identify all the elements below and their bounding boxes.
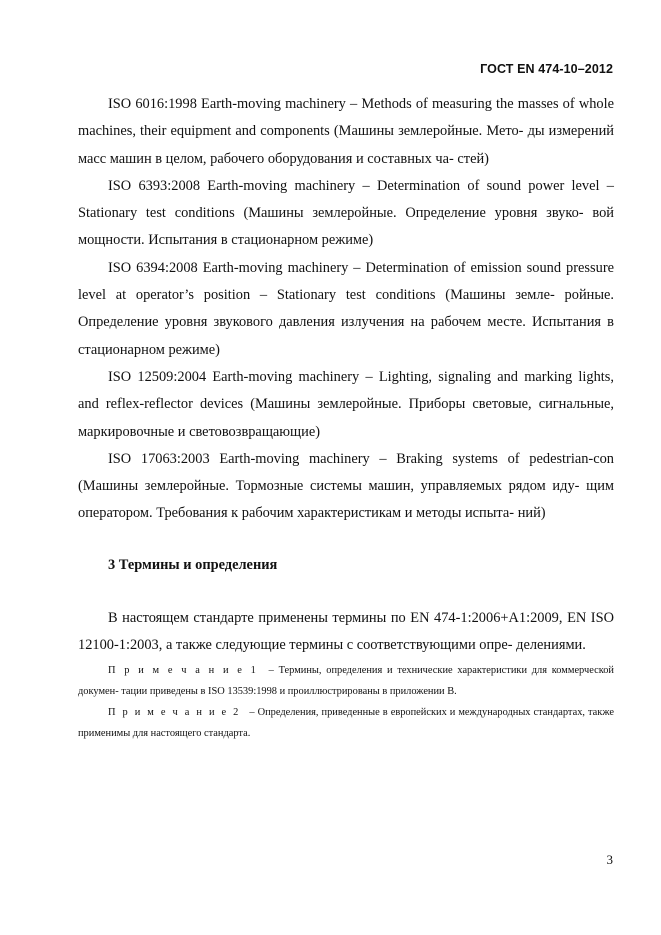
reference-iso-6394: [78, 255, 614, 364]
note-label: П р и м е ч а н и е 2: [108, 706, 241, 718]
ref-line: pressure level at operator’s position – Stationary test conditions (Машины земле-: [78, 259, 614, 304]
ref-line: ний): [517, 505, 546, 522]
paragraph-line: В настоящем стандарте применены термины по EN 474-1:2006+A1:2009,: [108, 610, 563, 627]
note-1: [78, 660, 614, 702]
ref-line: lights, and reflex-reflector devices (Машины землеройные. Приборы световые,: [78, 368, 614, 413]
section-heading: 3 Термины и определения: [108, 556, 278, 573]
note-label: П р и м е ч а н и е 1: [108, 664, 258, 676]
note-text: – Определения, приведенные в европейских и международных стандартах, также: [249, 706, 614, 718]
reference-iso-6016: [78, 91, 614, 173]
ref-line: – Stationary test conditions (Машины землеройные. Определение уровня звуко-: [78, 177, 614, 222]
reference-iso-17063: [78, 446, 614, 528]
ref-line: ройные. Определение уровня звукового давления излучения на рабочем месте.: [78, 287, 614, 331]
ref-line: ISO 12509:2004 Earth-moving machinery – Lighting, signaling and marking: [108, 368, 573, 385]
note-text: применимы для настоящего стандарта.: [78, 727, 251, 739]
ref-line: вой мощности. Испытания в стационарном режиме): [78, 205, 614, 249]
ref-line: стей): [457, 150, 489, 167]
references-list: [78, 91, 614, 528]
reference-iso-12509: [78, 364, 614, 446]
section-paragraph: [78, 605, 614, 660]
ref-line: щим оператором. Требования к рабочим характеристикам и методы испыта-: [78, 478, 614, 522]
ref-line: (Машины землеройные. Тормозные системы машин, управляемых рядом иду-: [78, 478, 580, 495]
standard-code-header: ГОСТ EN 474-10–2012: [480, 62, 613, 76]
ref-line: Испытания в стационарном режиме): [78, 314, 614, 358]
paragraph-line: EN ISO 12100-1:2003, а также следующие термины с соответствующими опре-: [78, 610, 614, 654]
ref-line: сигнальные, маркировочные и световозвращающие): [78, 396, 614, 440]
ref-line: ды измерений масс машин в целом, рабочего оборудования и составных ча-: [78, 123, 615, 167]
ref-line: ISO 6016:1998 Earth-moving machinery – Methods of measuring the masses of: [108, 96, 575, 112]
page-number: 3: [606, 852, 613, 867]
note-text: тации приведены в ISO 13539:1998 и проиллюстрированы в приложении В.: [121, 685, 457, 697]
page-body: [78, 91, 614, 744]
ref-line: whole machines, their equipment and components (Машины землеройные. Мето-: [78, 96, 614, 140]
paragraph-line: делениями.: [516, 637, 586, 654]
reference-iso-6393: [78, 173, 614, 255]
ref-line: ISO 17063:2003 Earth-moving machinery – Braking systems of pedestrian-con: [108, 450, 614, 467]
ref-line: ISO 6394:2008 Earth-moving machinery – Determination of emission sound: [108, 259, 562, 276]
ref-line: ISO 6393:2008 Earth-moving machinery – Determination of sound power level: [108, 177, 600, 194]
note-text: – Термины, определения и технические характеристики для коммерческой докумен-: [78, 664, 614, 697]
note-2: [78, 702, 614, 744]
